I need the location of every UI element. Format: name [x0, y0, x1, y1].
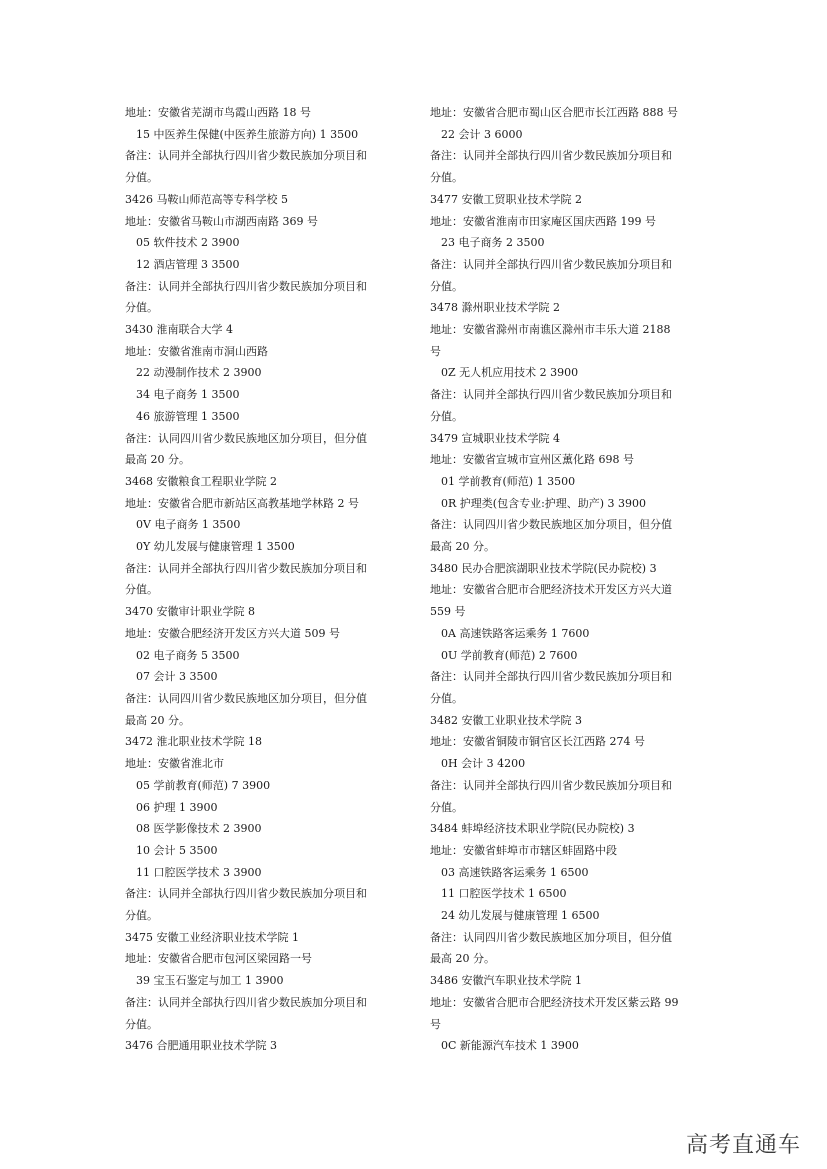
text-line: 地址：安徽省滁州市南谯区滁州市丰乐大道 2188 [430, 323, 671, 337]
text-line: 3484 蚌埠经济技术职业学院(民办院校) 3 [430, 822, 635, 836]
text-line: 3480 民办合肥滨湖职业技术学院(民办院校) 3 [430, 561, 657, 575]
text-line: 地址：安徽省芜湖市鸟霞山西路 18 号 [125, 106, 311, 119]
text-line: 0C 新能源汽车技术 1 3900 [441, 1039, 579, 1053]
text-line: 地址：安徽省马鞍山市湖西南路 369 号 [125, 214, 318, 228]
text-line: 分值。 [430, 279, 463, 293]
text-line: 3430 淮南联合大学 4 [125, 323, 233, 337]
text-line: 05 学前教育(师范) 7 3900 [136, 778, 271, 792]
watermark-logo: 高考直通车 [685, 1133, 801, 1158]
text-line: 分值。 [125, 909, 158, 923]
text-line: 号 [430, 1017, 441, 1031]
text-line: 24 幼儿发展与健康管理 1 6500 [441, 909, 600, 923]
text-line: 地址：安徽省合肥市合肥经济技术开发区方兴大道 [430, 583, 672, 597]
text-line: 0V 电子商务 1 3500 [136, 518, 241, 532]
text-line: 08 医学影像技术 2 3900 [136, 822, 262, 836]
text-line: 3475 安徽工业经济职业技术学院 1 [125, 930, 299, 944]
text-line: 最高 20 分。 [125, 453, 190, 467]
text-line: 备注：认同并全部执行四川省少数民族加分项目和 [125, 279, 367, 293]
text-line: 号 [430, 344, 441, 358]
text-line: 02 电子商务 5 3500 [136, 648, 240, 662]
text-line: 34 电子商务 1 3500 [136, 388, 240, 402]
text-line: 备注：认同并全部执行四川省少数民族加分项目和 [430, 257, 672, 271]
left-column [125, 102, 410, 1057]
text-line: 分值。 [125, 171, 158, 185]
text-line: 分值。 [430, 800, 463, 814]
text-line: 07 会计 3 3500 [136, 670, 218, 684]
text-line: 地址：安徽省宣城市宣州区薰化路 698 号 [430, 453, 634, 467]
text-line: 备注：认同四川省少数民族地区加分项目，但分值 [125, 431, 367, 445]
text-line: 备注：认同并全部执行四川省少数民族加分项目和 [125, 887, 367, 901]
text-line: 3470 安徽审计职业学院 8 [125, 605, 255, 619]
text-line: 3479 宣城职业技术学院 4 [430, 431, 560, 445]
text-line: 03 高速铁路客运乘务 1 6500 [441, 865, 589, 879]
text-line: 0Y 幼儿发展与健康管理 1 3500 [136, 540, 295, 554]
text-line: 46 旅游管理 1 3500 [136, 409, 240, 423]
text-line: 分值。 [430, 171, 463, 185]
text-line: 0H 会计 3 4200 [441, 757, 526, 771]
text-line: 备注：认同并全部执行四川省少数民族加分项目和 [125, 995, 367, 1009]
text-line: 3477 安徽工贸职业技术学院 2 [430, 192, 582, 206]
text-line: 3486 安徽汽车职业技术学院 1 [430, 974, 582, 988]
text-line: 地址：安徽省淮南市田家庵区国庆西路 199 号 [430, 214, 656, 228]
text-line: 地址：安徽省铜陵市铜官区长江西路 274 号 [430, 735, 645, 749]
text-line: 0A 高速铁路客运乘务 1 7600 [441, 626, 590, 640]
text-line: 最高 20 分。 [430, 952, 495, 966]
text-line: 分值。 [430, 409, 463, 423]
text-line: 3482 安徽工业职业技术学院 3 [430, 713, 582, 727]
text-line: 最高 20 分。 [125, 713, 190, 727]
text-line: 备注：认同并全部执行四川省少数民族加分项目和 [125, 561, 367, 575]
text-line: 最高 20 分。 [430, 540, 495, 554]
text-line: 地址：安徽省合肥市蜀山区合肥市长江西路 888 号 [430, 106, 678, 119]
text-line: 分值。 [125, 583, 158, 597]
text-line: 3476 合肥通用职业技术学院 3 [125, 1039, 277, 1053]
text-line: 地址：安徽省淮南市洞山西路 [125, 344, 268, 358]
text-line: 地址：安徽省蚌埠市市辖区蚌固路中段 [430, 843, 617, 857]
text-line: 39 宝玉石鉴定与加工 1 3900 [136, 974, 284, 988]
text-line: 备注：认同并全部执行四川省少数民族加分项目和 [430, 778, 672, 792]
text-line: 备注：认同并全部执行四川省少数民族加分项目和 [430, 670, 672, 684]
text-line: 22 动漫制作技术 2 3900 [136, 366, 262, 380]
text-line: 10 会计 5 3500 [136, 843, 218, 857]
text-line: 23 电子商务 2 3500 [441, 236, 545, 250]
text-line: 备注：认同四川省少数民族地区加分项目，但分值 [430, 518, 672, 532]
text-line: 地址：安徽省合肥市合肥经济技术开发区紫云路 99 [430, 995, 679, 1009]
text-line: 地址：安徽合肥经济开发区方兴大道 509 号 [125, 626, 340, 640]
text-line: 11 口腔医学技术 3 3900 [136, 865, 262, 879]
text-line: 01 学前教育(师范) 1 3500 [441, 474, 576, 488]
text-line: 15 中医养生保健(中医养生旅游方向) 1 3500 [136, 127, 359, 141]
text-line: 备注：认同四川省少数民族地区加分项目，但分值 [430, 930, 672, 944]
right-column [430, 102, 715, 1057]
text-line: 分值。 [430, 691, 463, 705]
text-line: 11 口腔医学技术 1 6500 [441, 887, 567, 901]
text-line: 3478 滁州职业技术学院 2 [430, 301, 560, 315]
text-line: 22 会计 3 6000 [441, 127, 523, 141]
text-line: 12 酒店管理 3 3500 [136, 257, 240, 271]
text-line: 备注：认同并全部执行四川省少数民族加分项目和 [430, 388, 672, 402]
text-line: 备注：认同并全部执行四川省少数民族加分项目和 [125, 149, 367, 163]
text-line: 分值。 [125, 1017, 158, 1031]
text-line: 0R 护理类(包含专业:护理、助产) 3 3900 [441, 496, 647, 510]
text-line: 备注：认同并全部执行四川省少数民族加分项目和 [430, 149, 672, 163]
text-line: 559 号 [430, 605, 466, 619]
text-line: 分值。 [125, 301, 158, 315]
text-line: 备注：认同四川省少数民族地区加分项目，但分值 [125, 691, 367, 705]
text-line: 3426 马鞍山师范高等专科学校 5 [125, 192, 288, 206]
text-line: 3468 安徽粮食工程职业学院 2 [125, 474, 277, 488]
text-line: 0U 学前教育(师范) 2 7600 [441, 648, 578, 662]
text-line: 06 护理 1 3900 [136, 800, 218, 814]
text-line: 地址：安徽省淮北市 [125, 757, 224, 771]
text-line: 地址：安徽省合肥市包河区梁园路一号 [125, 952, 312, 966]
text-line: 3472 淮北职业技术学院 18 [125, 735, 262, 749]
text-line: 地址：安徽省合肥市新站区高教基地学林路 2 号 [125, 496, 359, 510]
text-line: 0Z 无人机应用技术 2 3900 [441, 366, 579, 380]
text-line: 05 软件技术 2 3900 [136, 236, 240, 250]
